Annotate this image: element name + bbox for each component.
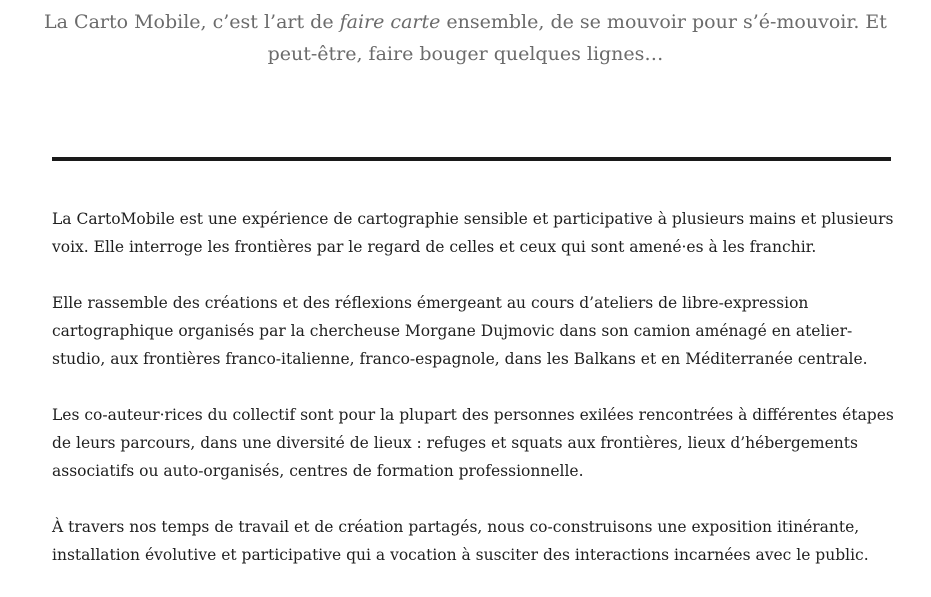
- intro-emphasis: faire carte: [339, 11, 441, 33]
- section-divider: [52, 157, 891, 161]
- paragraph-3: Les co-auteur·rices du collectif sont pour la plupart des personnes exilées rencontrées à différentes étapes de leurs parcours, dans une diversité de lieux : refuges et squats aux frontières, lieux d’hébergements associatifs ou auto-organisés, centres de formation professionnelle.: [52, 406, 894, 480]
- description-body: [52, 205, 902, 597]
- paragraph-2: Elle rassemble des créations et des réflexions émergeant au cours d’ateliers de libre-expression cartographique organisés par la chercheuse Morgane Dujmovic dans son camion aménagé en atelier-studio, aux frontières franco-italienne, franco-espagnole, dans les Balkans et en Méditerranée centrale.: [52, 294, 868, 368]
- paragraph-1: La CartoMobile est une expérience de cartographie sensible et participative à plusieurs mains et plusieurs voix. Elle interroge les frontières par le regard de celles et ceux qui sont amené·es à les franchir.: [52, 210, 894, 256]
- intro-text-start: La Carto Mobile, c’est l’art de: [44, 11, 340, 33]
- intro-text-end: ensemble, de se mouvoir pour s’é-mouvoir. Et peut-être, faire bouger quelques lignes…: [267, 11, 887, 65]
- intro-tagline: [40, 6, 891, 70]
- paragraph-4: À travers nos temps de travail et de création partagés, nous co-construisons une exposition itinérante, installation évolutive et participative qui a vocation à susciter des interactions incarnées avec le public.: [52, 518, 869, 564]
